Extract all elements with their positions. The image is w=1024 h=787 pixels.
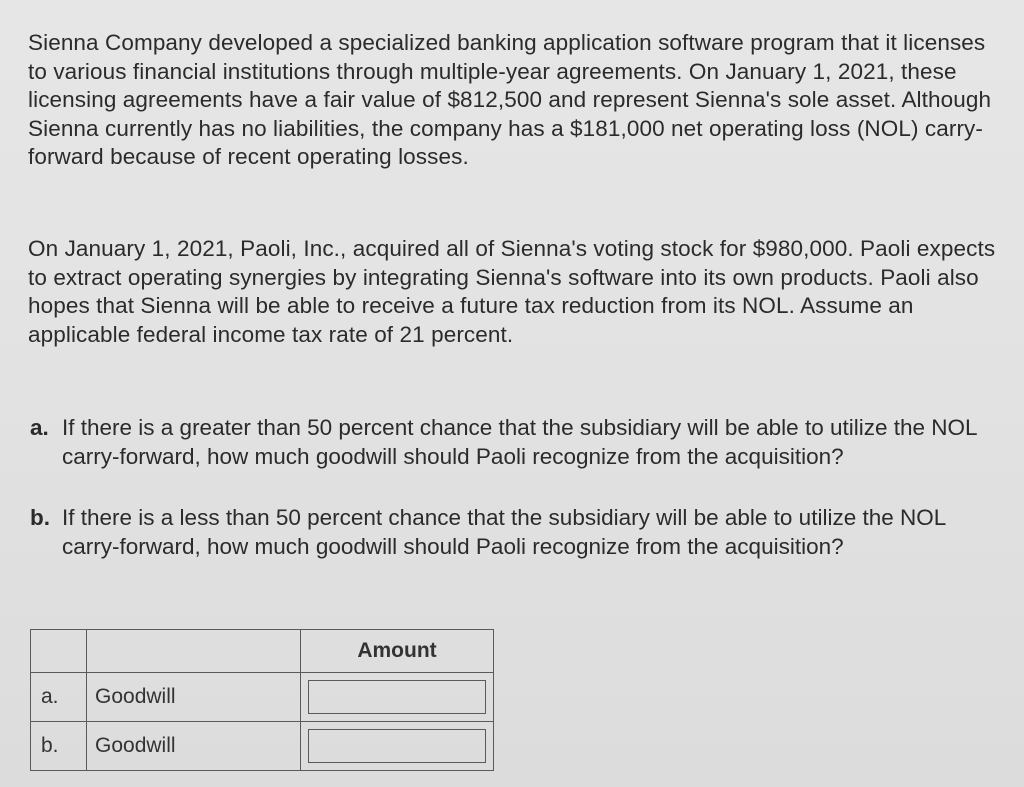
goodwill-a-input[interactable] (308, 680, 486, 714)
header-blank-cell (87, 630, 301, 673)
table-header-row (31, 630, 494, 673)
amount-cell (301, 673, 494, 722)
header-amount: Amount (301, 630, 494, 673)
intro-paragraph-2: On January 1, 2021, Paoli, Inc., acquired all of Sienna's voting stock for $980,000. Paoli expects to extract operating synergies by integrating Sienna's software into its own products. Paoli also hopes that Sienna will be able to receive a future tax reduction from its NOL. Assume an applicable federal income tax rate of 21 percent. (28, 236, 996, 347)
goodwill-b-input[interactable] (308, 729, 486, 763)
table-row (31, 673, 494, 722)
question-a-text: If there is a greater than 50 percent chance that the subsidiary will be able to utilize the NOL carry-forward, how much goodwill should Paoli recognize from the acquisition? (62, 415, 977, 469)
row-item: Goodwill (87, 722, 301, 771)
row-label: b. (31, 722, 87, 771)
table-row (31, 722, 494, 771)
row-label: a. (31, 673, 87, 722)
amount-cell (301, 722, 494, 771)
question-a (30, 414, 995, 471)
header-blank-cell (31, 630, 87, 673)
answer-table (30, 629, 494, 771)
question-b-text: If there is a less than 50 percent chance that the subsidiary will be able to utilize the NOL carry-forward, how much goodwill should Paoli recognize from the acquisition? (62, 505, 946, 559)
intro-paragraph-1: Sienna Company developed a specialized banking application software program that it licenses to various financial institutions through multiple-year agreements. On January 1, 2021, these licensing agreements have a fair value of $812,500 and represent Sienna's sole asset. Although Sienna currently has no liabilities, the company has a $181,000 net operating loss (NOL) carry-forward because of recent operating losses. (28, 30, 992, 169)
question-b (30, 504, 995, 561)
question-b-label: b. (30, 505, 50, 530)
question-a-label: a. (30, 415, 49, 440)
row-item: Goodwill (87, 673, 301, 722)
